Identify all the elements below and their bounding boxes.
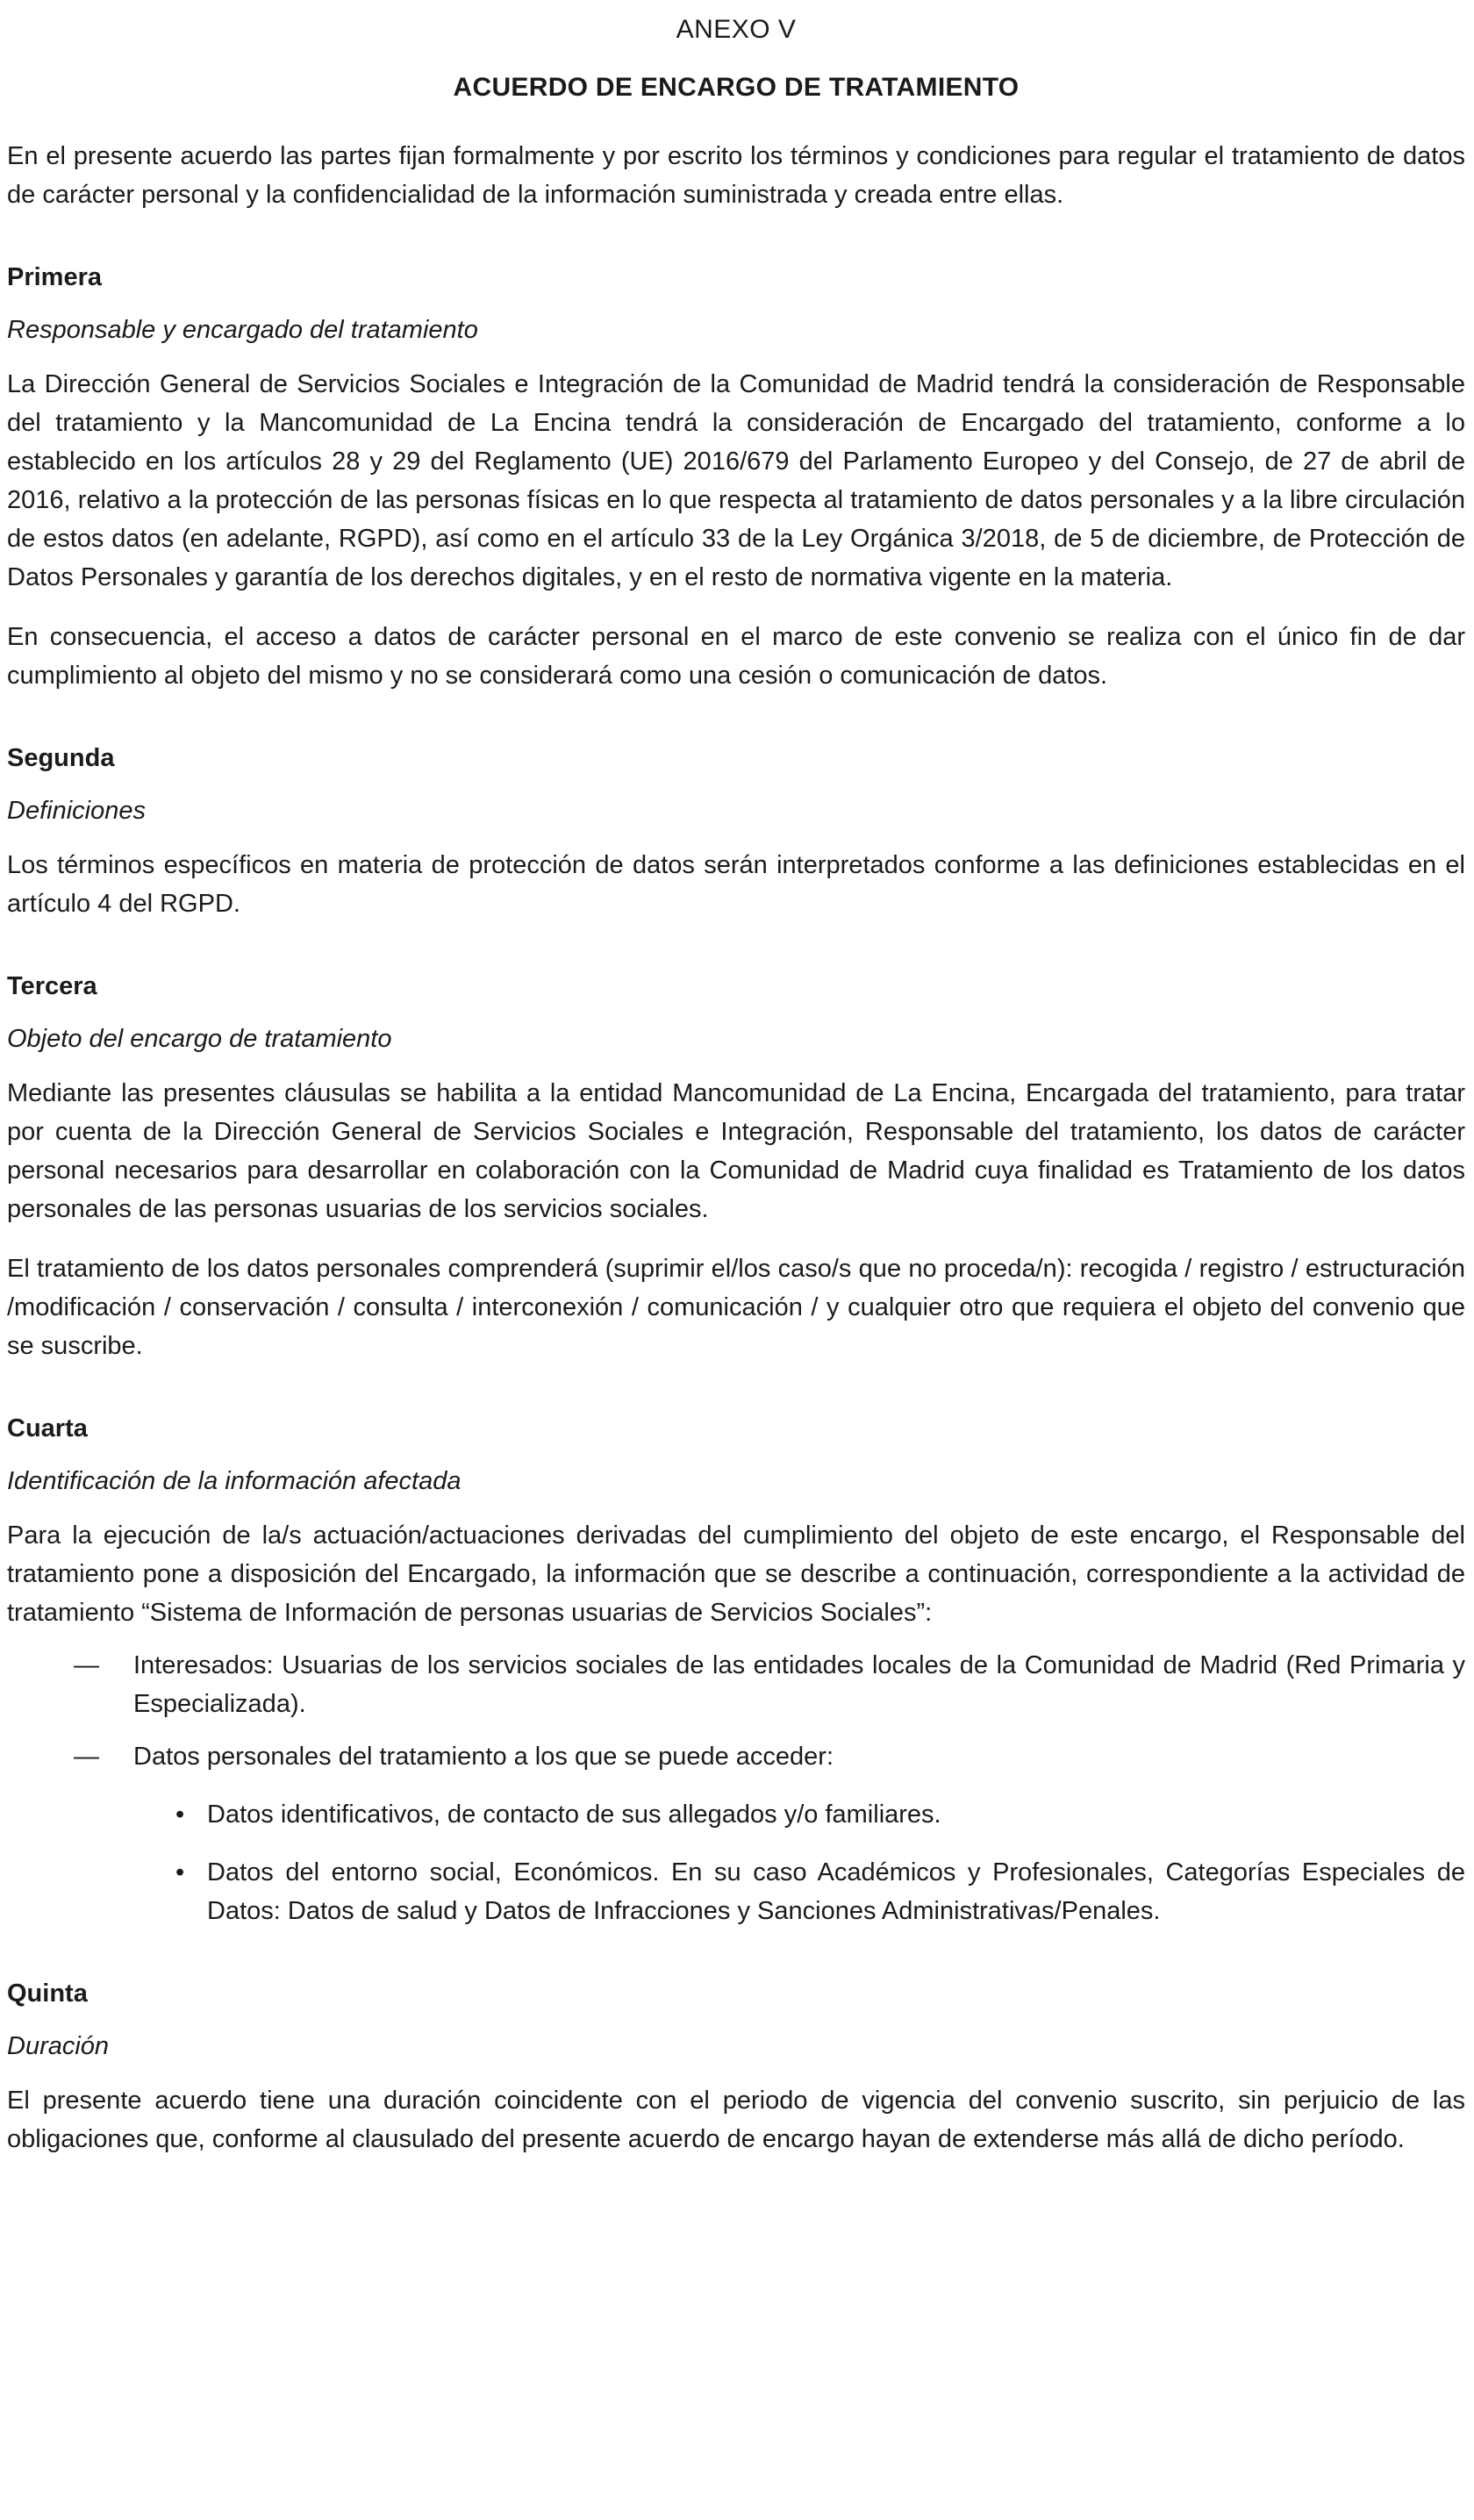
paragraph-quinta-1: El presente acuerdo tiene una duración coincidente con el periodo de vigencia del convenio suscrito, sin perjuicio de las obligaciones que, conforme al clausulado del presente acuerdo de encargo hayan de extenderse más allá de dicho período. [7, 2087, 1465, 2153]
section-subheading-primera: Responsable y encargado del tratamiento [7, 316, 478, 344]
dash-list-item [7, 1737, 1465, 1776]
paragraph-primera-2: En consecuencia, el acceso a datos de carácter personal en el marco de este convenio se realiza con el único fin de dar cumplimiento al objeto del mismo y no se considerará como una cesión o comunicación de datos. [7, 623, 1465, 690]
paragraph-segunda-1: Los términos específicos en materia de protección de datos serán interpretados conforme a las definiciones establecidas en el artículo 4 del RGPD. [7, 851, 1465, 918]
section-heading-primera: Primera [7, 263, 103, 291]
section-heading-cuarta: Cuarta [7, 1414, 88, 1443]
dash-marker: — [74, 1651, 99, 1679]
paragraph-tercera-1: Mediante las presentes cláusulas se habilita a la entidad Mancomunidad de La Encina, Encargada del tratamiento, para tratar por cuenta de la Dirección General de Servicios Sociales e Integración, Responsable del tratamiento, los datos de carácter personal necesarios para desarrollar en colaboración con la Comunidad de Madrid cuya finalidad es Tratamiento de los datos personales de las personas usuarias de los servicios sociales. [7, 1079, 1465, 1223]
paragraph-cuarta-1: Para la ejecución de la/s actuación/actuaciones derivadas del cumplimiento del objeto de este encargo, el Responsable del tratamiento pone a disposición del Encargado, la información que se describe a continuación, correspondiente a la actividad de tratamiento “Sistema de Información de personas usuarias de Servicios Sociales”: [7, 1521, 1465, 1627]
bullet-marker: • [175, 1801, 185, 1829]
dash-list-item [7, 1646, 1465, 1723]
bullet-list-item [7, 1853, 1465, 1930]
section-subheading-tercera: Objeto del encargo de tratamiento [7, 1025, 392, 1053]
section-subheading-quinta: Duración [7, 2032, 110, 2060]
section-heading-tercera: Tercera [7, 972, 97, 1000]
bullet-list-item [7, 1795, 1465, 1834]
bullet-item-text-entorno-social: Datos del entorno social, Económicos. En su caso Académicos y Profesionales, Categorías Especiales de Datos: Datos de salud y Datos de Infracciones y Sanciones Administrativas/Penales. [207, 1858, 1465, 1925]
paragraph-tercera-2: El tratamiento de los datos personales comprenderá (suprimir el/los caso/s que no proceda/n): recogida / registro / estructuración /modificación / conservación / consulta / interconexión / comunicación / y cualquier otro que requiera el objeto del convenio que se suscribe. [7, 1255, 1465, 1360]
section-subheading-segunda: Definiciones [7, 797, 146, 825]
section-heading-quinta: Quinta [7, 1979, 88, 2008]
dash-marker: — [74, 1743, 99, 1771]
annex-title: ANEXO V [676, 15, 797, 44]
dash-item-text-datos-personales: Datos personales del tratamiento a los que se puede acceder: [133, 1743, 834, 1771]
paragraph-primera-1: La Dirección General de Servicios Sociales e Integración de la Comunidad de Madrid tendrá la consideración de Responsable del tratamiento y la Mancomunidad de La Encina tendrá la consideración de Encargado del tratamiento, conforme a lo establecido en los artículos 28 y 29 del Reglamento (UE) 2016/679 del Parlamento Europeo y del Consejo, de 27 de abril de 2016, relativo a la protección de las personas físicas en lo que respecta al tratamiento de datos personales y a la libre circulación de estos datos (en adelante, RGPD), así como en el artículo 33 de la Ley Orgánica 3/2018, de 5 de diciembre, de Protección de Datos Personales y garantía de los derechos digitales, y en el resto de normativa vigente en la materia. [7, 370, 1465, 591]
bullet-marker: • [175, 1858, 185, 1886]
section-heading-segunda: Segunda [7, 744, 115, 772]
bullet-item-text-identificativos: Datos identificativos, de contacto de sus allegados y/o familiares. [207, 1801, 941, 1829]
document-title: ACUERDO DE ENCARGO DE TRATAMIENTO [453, 73, 1020, 102]
intro-paragraph: En el presente acuerdo las partes fijan formalmente y por escrito los términos y condiciones para regular el tratamiento de datos de carácter personal y la confidencialidad de la información suministrada y creada entre ellas. [7, 142, 1465, 209]
section-subheading-cuarta: Identificación de la información afectada [7, 1467, 462, 1495]
dash-item-text-interesados: Interesados: Usuarias de los servicios sociales de las entidades locales de la Comunidad de Madrid (Red Primaria y Especializada). [133, 1651, 1465, 1718]
